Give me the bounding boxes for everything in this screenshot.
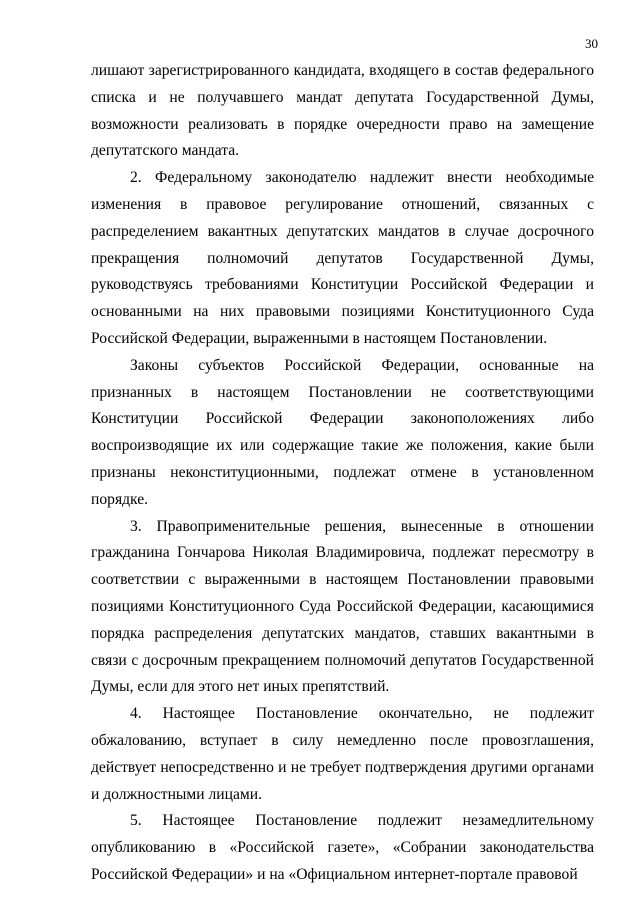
paragraph-item-5: 5. Настоящее Постановление подлежит незамедлительному опубликованию в «Российской газете», «Собрании законодательства Российской Федерации» и на «Официальном интернет-портале правовой (91, 812, 594, 883)
paragraph-regional-laws: Законы субъектов Российской Федерации, основанные на признанных в настоящем Постановлении не соответствующими Конституции Российской Федерации законоположениях либо воспроизводящие их или содержащие такие же положения, какие были признаны неконституционными, подлежат отмене в установленном порядке. (91, 356, 594, 508)
paragraph-item-3: 3. Правоприменительные решения, вынесенные в отношении гражданина Гончарова Николая Владимировича, подлежат пересмотру в соответствии с выраженными в настоящем Постановлении правовыми позициями Конституционного Суда Российской Федерации, касающимися порядка распределения депутатских мандатов, ставших вакантными в связи с досрочным прекращением полномочий депутатов Государственной Думы, если для этого нет иных препятствий. (91, 517, 594, 696)
paragraph-item-4: 4. Настоящее Постановление окончательно, не подлежит обжалованию, вступает в силу немедленно после провозглашения, действует непосредственно и не требует подтверждения другими органами и должностными лицами. (91, 705, 594, 803)
paragraph-item-2: 2. Федеральному законодателю надлежит внести необходимые изменения в правовое регулирование отношений, связанных с распределением вакантных депутатских мандатов в случае досрочного прекращения полномочий депутатов Государственной Думы, руководствуясь требованиями Конституции Российской Федерации и основанными на них правовыми позициями Конституционного Суда Российской Федерации, выраженными в настоящем Постановлении. (91, 169, 594, 347)
paragraph-continuation: лишают зарегистрированного кандидата, входящего в состав федерального списка и не получавшего мандат депутата Государственной Думы, возможности реализовать в порядке очередности право на замещение депутатского мандата. (91, 62, 594, 160)
page-number: 30 (585, 36, 598, 51)
document-body (91, 58, 594, 889)
